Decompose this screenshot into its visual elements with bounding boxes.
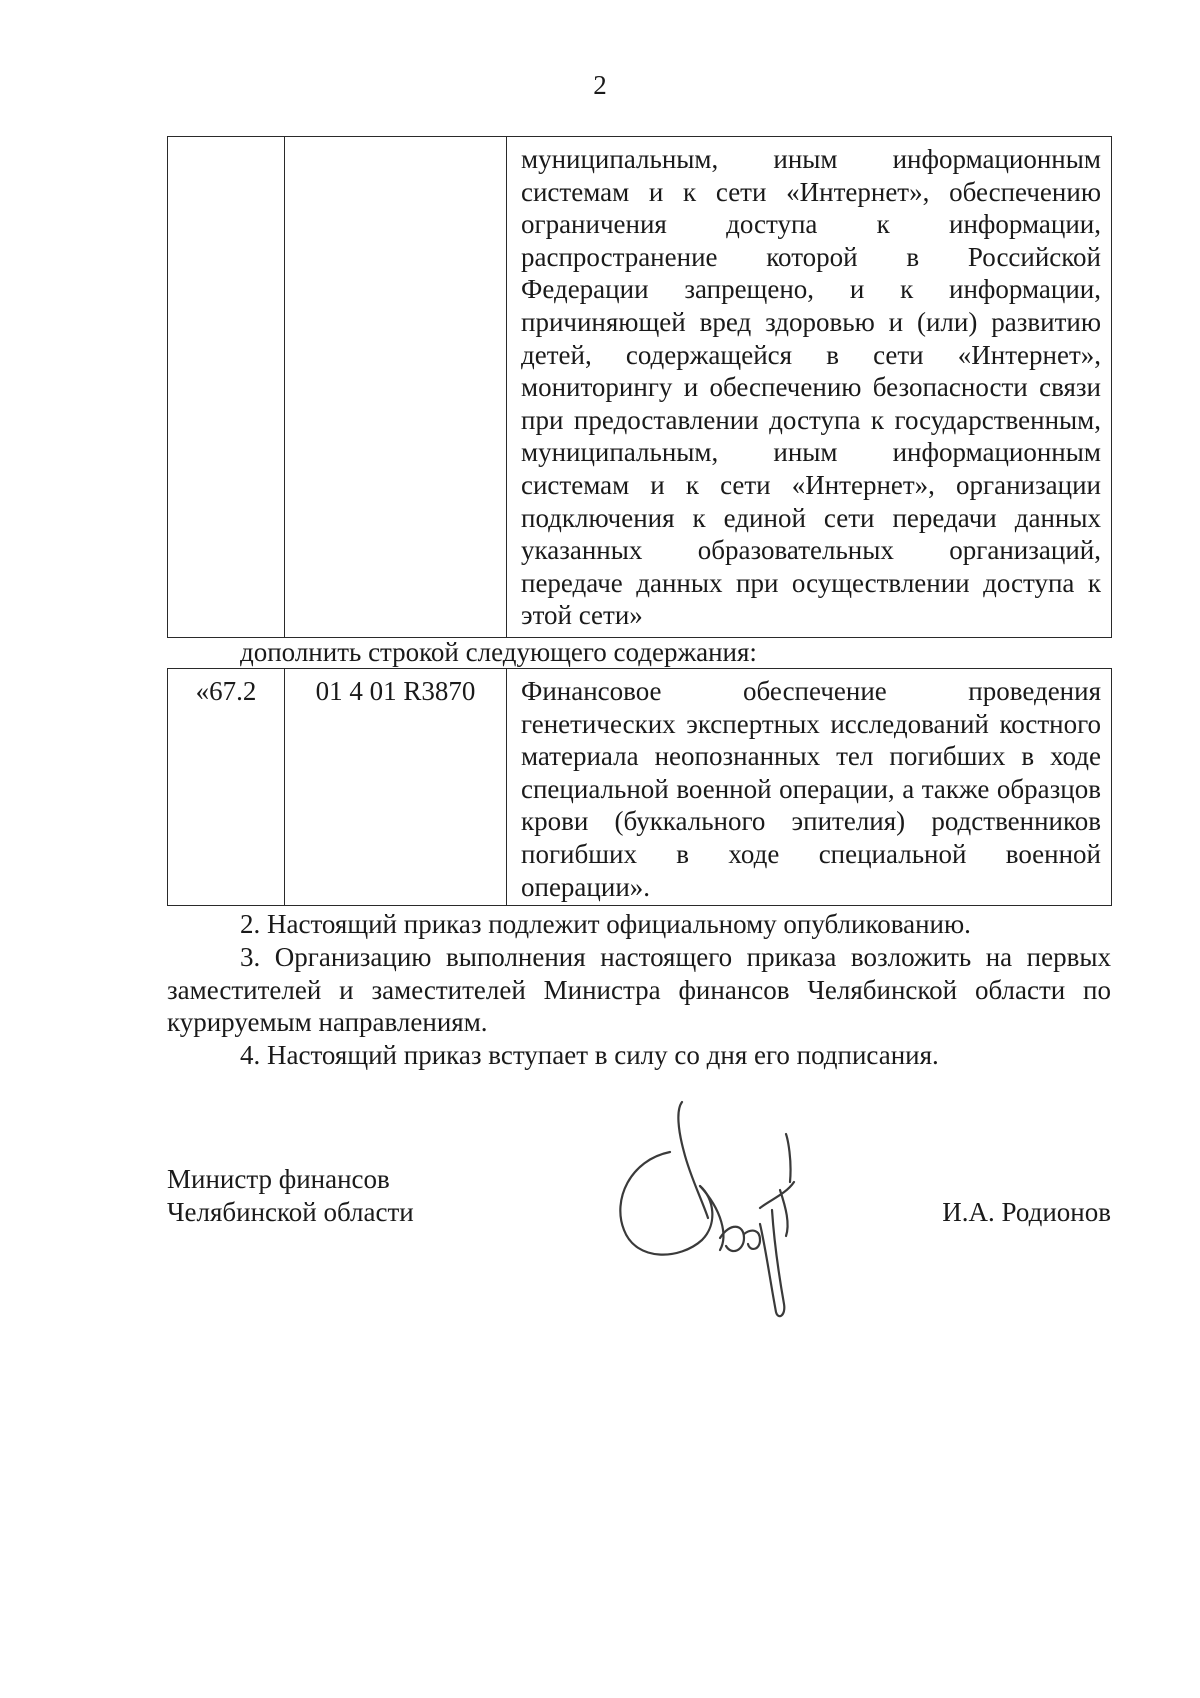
row-number-cell: «67.2 (168, 669, 285, 906)
row-number-cell (168, 137, 285, 638)
budget-code-cell: 01 4 01 R3870 (285, 669, 507, 906)
description-cell: Финансовое обеспечение проведения генетических экспертных исследований костного материала неопознанных тел погибших в ходе специальной военной операции, а также образцов крови (буккального эпителия) родственников погибших в ходе специальной военной операции». (507, 669, 1112, 906)
order-item-3: 3. Организацию выполнения настоящего приказа возложить на первых заместителей и заместителей Министра финансов Челябинской области по курируемым направлениям. (167, 942, 1111, 1038)
signatory-position (167, 1163, 414, 1229)
classification-table-new-row (167, 668, 1112, 906)
classification-table-continued (167, 136, 1112, 638)
signatory-name: И.А. Родионов (942, 1197, 1111, 1227)
page-number: 2 (593, 70, 607, 100)
signatory-position-line-1: Министр финансов (167, 1164, 390, 1194)
handwritten-signature (610, 1090, 830, 1320)
order-item-4: 4. Настоящий приказ вступает в силу со дня его подписания. (240, 1040, 939, 1070)
add-row-intro: дополнить строкой следующего содержания: (240, 637, 757, 667)
signatory-position-line-2: Челябинской области (167, 1197, 414, 1227)
table-row (168, 669, 1112, 906)
table-row (168, 137, 1112, 638)
description-cell: муниципальным, иным информационным системам и к сети «Интернет», обеспечению ограничения доступа к информации, распространение которой в Российской Федерации запрещено, и к информации, причиняющей вред здоровью и (или) развитию детей, содержащейся в сети «Интернет», мониторингу и обеспечению безопасности связи при предоставлении доступа к государственным, муниципальным, иным информационным системам и к сети «Интернет», организации подключения к единой сети передачи данных указанных образовательных организаций, передаче данных при осуществлении доступа к этой сети» (507, 137, 1112, 638)
budget-code-cell (285, 137, 507, 638)
order-item-2: 2. Настоящий приказ подлежит официальному опубликованию. (240, 909, 971, 939)
